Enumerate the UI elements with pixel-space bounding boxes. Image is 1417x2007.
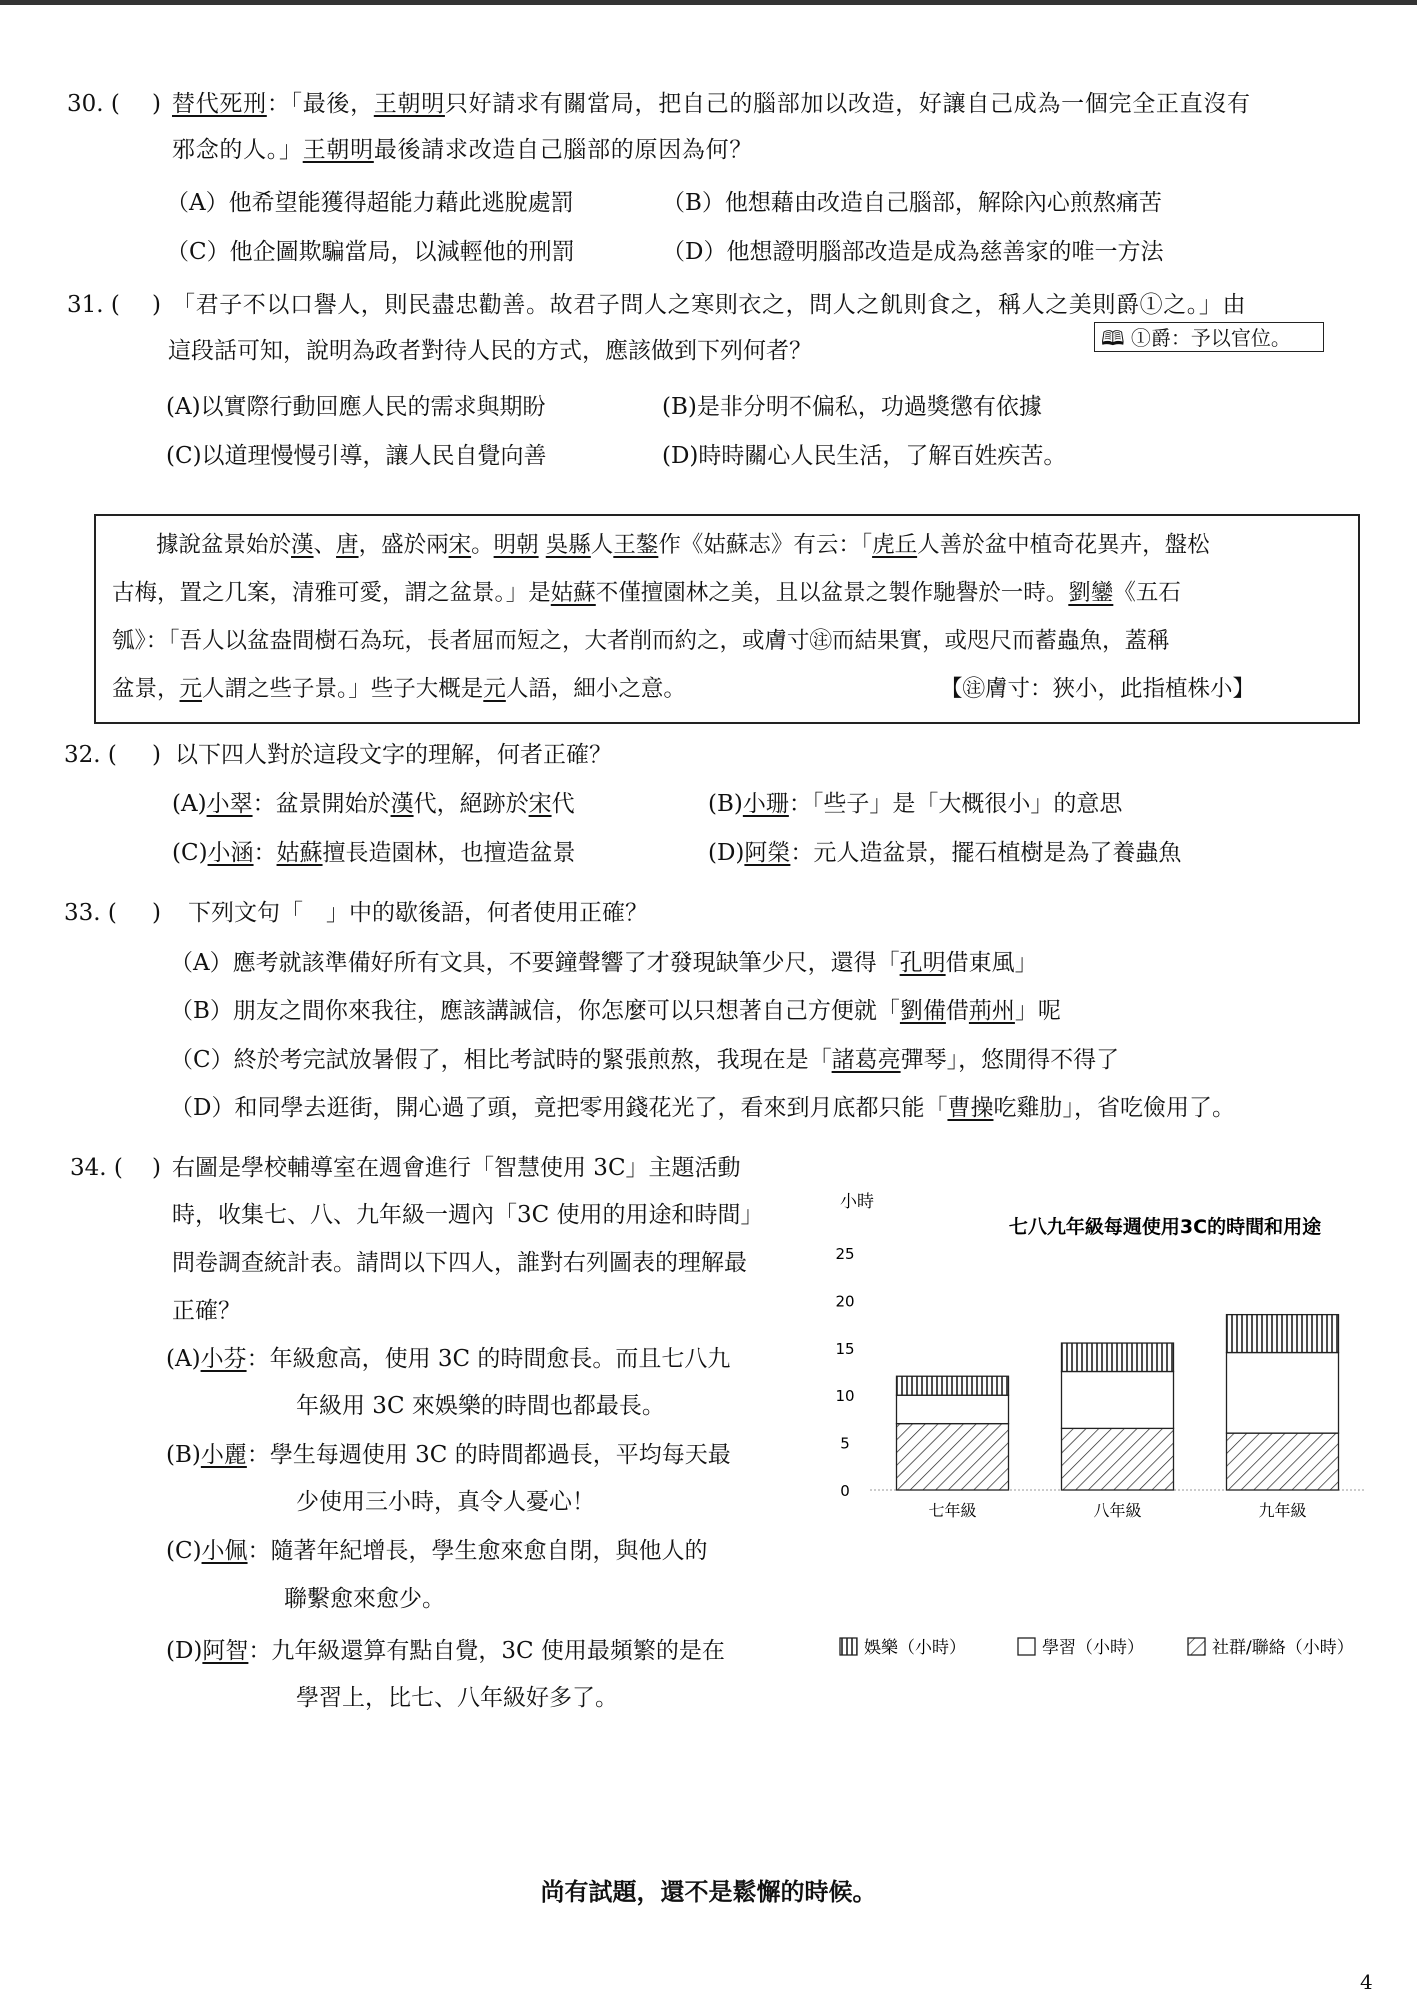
text-run: 。 xyxy=(471,532,494,558)
q31-option-b[interactable]: (B)是非分明不偏私，功過獎懲有依據 xyxy=(662,394,1042,420)
bar-segment xyxy=(1227,1433,1339,1490)
q33-stem: 下列文句「 」中的歇後語，何者使用正確？ xyxy=(188,900,648,926)
legend-label: 學習（小時） xyxy=(1042,1638,1144,1658)
q31-footnote: 🕮 ①爵：予以官位。 xyxy=(1094,322,1324,352)
bar-segment xyxy=(897,1376,1009,1395)
q32-option-b[interactable] xyxy=(708,789,1122,819)
underlined-name: 元 xyxy=(483,676,506,702)
text-run: 人謂之些子景。」些子大概是 xyxy=(202,676,484,702)
text-run: 盆景， xyxy=(112,676,180,702)
text-run: 吃雞肋」，省吃儉用了。 xyxy=(993,1095,1235,1121)
passage-line3: 瓠》：「吾人以盆盎間樹石為玩，長者屈而短之，大者削而約之，或膚寸㊟而結果實，或咫尺而蓄蟲魚，蓋稱 xyxy=(112,628,1170,654)
q34-option-a-line2: 年級用 3C 來娛樂的時間也都最長。 xyxy=(296,1393,665,1419)
q32-option-a[interactable] xyxy=(172,789,575,819)
passage-line4 xyxy=(112,674,686,704)
q34-option-c-line1[interactable] xyxy=(166,1536,708,1566)
y-tick-label: 0 xyxy=(840,1482,850,1500)
usage-chart-svg xyxy=(820,1185,1380,1725)
underlined-name: 阿榮 xyxy=(744,840,791,866)
underlined-name: 虎丘 xyxy=(872,532,918,558)
text-run xyxy=(539,532,546,558)
underlined-name: 王朝明 xyxy=(302,137,374,163)
q33-option-d[interactable] xyxy=(170,1093,1235,1123)
text-run: ：九年級還算有點自覺，3C 使用最頻繁的是在 xyxy=(248,1638,725,1664)
underlined-name: 荊州 xyxy=(968,998,1015,1024)
q32-option-d[interactable] xyxy=(708,838,1181,868)
passage-line1 xyxy=(156,530,1210,560)
text-run: 」呢 xyxy=(1014,998,1061,1024)
text-run: （A）應考就該準備好所有文具，不要鐘聲響了才發現缺筆少尺，還得「 xyxy=(170,950,900,976)
bar-segment xyxy=(897,1424,1009,1490)
text-run: (C) xyxy=(172,840,208,866)
page-number: 4 xyxy=(1360,1970,1373,1994)
underlined-name: 小翠 xyxy=(206,791,253,817)
legend-swatch xyxy=(1188,1638,1205,1655)
y-tick-label: 25 xyxy=(835,1245,855,1263)
text-run: 不僅擅園林之美，且以盆景之製作馳譽於一時。 xyxy=(595,580,1069,606)
text-run: 彈琴」，悠閒得不得了 xyxy=(900,1047,1120,1073)
q31-stem-line2: 這段話可知，說明為政者對待人民的方式，應該做到下列何者？ xyxy=(168,338,812,364)
q30-option-a[interactable]: （A）他希望能獲得超能力藉此逃脫處罰 xyxy=(166,190,574,216)
q30-stem-line1 xyxy=(172,89,1251,119)
q34-option-b-line1[interactable] xyxy=(166,1440,731,1470)
text-run: ：學生每週使用 3C 的時間都過長，平均每天最 xyxy=(246,1442,731,1468)
underlined-name: 阿智 xyxy=(202,1638,249,1664)
text-run: 最後請求改造自己腦部的原因為何？ xyxy=(373,137,754,163)
text-run: ：「最後， xyxy=(266,91,374,117)
q30-stem-line2 xyxy=(172,135,753,165)
underlined-name: 小芬 xyxy=(200,1346,247,1372)
underlined-name: 王朝明 xyxy=(373,91,445,117)
underlined-name: 宋 xyxy=(528,791,552,817)
q34-paren-close: ) xyxy=(152,1155,161,1181)
q30-option-b[interactable]: （B）他想藉由改造自己腦部，解除內心煎熬痛苦 xyxy=(662,190,1162,216)
text-run: 擅長造園林，也擅造盆景 xyxy=(322,840,576,866)
text-run: ：隨著年紀增長，學生愈來愈自閉，與他人的 xyxy=(247,1538,708,1564)
underlined-name: 姑蘇 xyxy=(550,580,596,606)
top-border xyxy=(0,0,1417,5)
underlined-name: 吳縣 xyxy=(545,532,591,558)
underlined-name: 曹操 xyxy=(947,1095,994,1121)
text-run: (D) xyxy=(166,1638,203,1664)
text-run: (C) xyxy=(166,1538,202,1564)
text-run: 代 xyxy=(551,791,575,817)
legend-label: 娛樂（小時） xyxy=(864,1638,966,1658)
text-run: （C）終於考完試放暑假了，相比考試時的緊張煎熬，我現在是「 xyxy=(170,1047,832,1073)
q32-paren-close: ) xyxy=(152,742,161,768)
underlined-name: 替代死刑 xyxy=(172,91,267,117)
bar-segment xyxy=(897,1395,1009,1423)
q33-paren-close: ) xyxy=(152,900,161,926)
x-tick-label: 七年級 xyxy=(928,1501,977,1520)
underlined-name: 元 xyxy=(179,676,203,702)
text-run: 作《姑蘇志》有云：「 xyxy=(658,532,873,558)
text-run: 代，絕跡於 xyxy=(413,791,529,817)
underlined-name: 孔明 xyxy=(899,950,946,976)
passage-line2 xyxy=(112,578,1181,608)
q32-number: 32. ( xyxy=(64,742,117,768)
chart-y-axis-label: 小時 xyxy=(840,1192,874,1212)
q31-paren-close: ) xyxy=(152,292,161,318)
legend-swatch xyxy=(840,1638,857,1655)
reading-passage-box xyxy=(94,514,1360,724)
text-run: 《五石 xyxy=(1113,580,1181,606)
text-run: ：元人造盆景，擺石植樹是為了養蟲魚 xyxy=(790,840,1182,866)
q33-number: 33. ( xyxy=(64,900,117,926)
text-run: ：年級愈高，使用 3C 的時間愈長。而且七八九 xyxy=(246,1346,731,1372)
text-run: (A) xyxy=(166,1346,201,1372)
q32-stem: 以下四人對於這段文字的理解，何者正確？ xyxy=(175,742,612,768)
page-footer-message: 尚有試題，還不是鬆懈的時候。 xyxy=(540,1877,877,1906)
bar-segment xyxy=(1227,1353,1339,1434)
underlined-name: 王鏊 xyxy=(613,532,659,558)
text-run: (D) xyxy=(708,840,745,866)
text-run: 、 xyxy=(313,532,337,558)
underlined-name: 小麗 xyxy=(200,1442,247,1468)
underlined-name: 小涵 xyxy=(207,840,254,866)
q33-option-a[interactable] xyxy=(170,948,1038,978)
text-run: （B）朋友之間你來我往，應該講誠信，你怎麼可以只想著自己方便就「 xyxy=(170,998,900,1024)
q30-option-c[interactable]: （C）他企圖欺騙當局，以減輕他的刑罰 xyxy=(166,239,575,265)
underlined-name: 漢 xyxy=(390,791,414,817)
legend-label: 社群/聯絡（小時） xyxy=(1212,1638,1354,1658)
q32-option-c[interactable] xyxy=(172,838,576,868)
text-run: 人 xyxy=(590,532,614,558)
passage-footnote: 【㊟膚寸：狹小，此指植株小】 xyxy=(940,676,1256,702)
x-tick-label: 八年級 xyxy=(1093,1501,1142,1520)
q30-option-d[interactable]: （D）他想證明腦部改造是成為慈善家的唯一方法 xyxy=(662,239,1164,265)
underlined-name: 劉備 xyxy=(899,998,946,1024)
text-run: 據說盆景始於 xyxy=(156,532,292,558)
underlined-name: 劉鑾 xyxy=(1068,580,1114,606)
underlined-name: 唐 xyxy=(336,532,359,558)
q34-option-b-line2: 少使用三小時，真令人憂心！ xyxy=(296,1489,595,1515)
q31-option-c[interactable]: (C)以道理慢慢引導，讓人民自覺向善 xyxy=(166,443,547,469)
underlined-name: 姑蘇 xyxy=(276,840,323,866)
y-tick-label: 5 xyxy=(840,1434,850,1453)
q30-paren-close: ) xyxy=(152,91,161,117)
x-tick-label: 九年級 xyxy=(1258,1501,1307,1520)
underlined-name: 宋 xyxy=(448,532,472,558)
q30-number: 30. ( xyxy=(67,91,120,117)
q34-number: 34. ( xyxy=(70,1155,123,1181)
underlined-name: 諸葛亮 xyxy=(831,1047,901,1073)
q34-stem-line2: 時，收集七、八、九年級一週內「3C 使用的用途和時間」 xyxy=(172,1202,764,1228)
bar-segment xyxy=(1062,1372,1174,1429)
text-run: (B) xyxy=(166,1442,201,1468)
text-run: 借東風」 xyxy=(945,950,1038,976)
y-tick-label: 20 xyxy=(835,1292,855,1311)
text-run: ： xyxy=(253,840,277,866)
text-run: 古梅，置之几案，清雅可愛，謂之盆景。」是 xyxy=(112,580,551,606)
y-tick-label: 15 xyxy=(835,1339,855,1358)
q34-option-a-line1[interactable] xyxy=(166,1344,730,1374)
text-run: ，盛於兩 xyxy=(358,532,449,558)
underlined-name: 明朝 xyxy=(493,532,539,558)
bar-segment xyxy=(1062,1343,1174,1371)
bar-segment xyxy=(1062,1428,1174,1490)
q31-number: 31. ( xyxy=(67,292,120,318)
q31-stem-line1: 「君子不以口譽人，則民盡忠勸善。故君子問人之寒則衣之，問人之飢則食之，稱人之美則爵①之。」由 xyxy=(172,292,1247,318)
q34-option-d-line2: 學習上，比七、八年級好多了。 xyxy=(296,1685,618,1711)
legend-swatch xyxy=(1018,1638,1035,1655)
text-run: ：盆景開始於 xyxy=(252,791,391,817)
underlined-name: 小珊 xyxy=(742,791,789,817)
q34-stem-line3: 問卷調查統計表。請問以下四人，誰對右列圖表的理解最 xyxy=(172,1250,747,1276)
text-run: 人善於盆中植奇花異卉，盤松 xyxy=(917,532,1210,558)
underlined-name: 小佩 xyxy=(201,1538,248,1564)
underlined-name: 漢 xyxy=(291,532,314,558)
text-run: 邪念的人。」 xyxy=(172,137,303,163)
text-run: (A) xyxy=(172,791,207,817)
text-run: 只好請求有關當局，把自己的腦部加以改造，好讓自己成為一個完全正直沒有 xyxy=(444,91,1251,117)
text-run: 借 xyxy=(945,998,969,1024)
text-run: 人語，細小之意。 xyxy=(505,676,686,702)
q31-option-a[interactable]: (A)以實際行動回應人民的需求與期盼 xyxy=(166,394,546,420)
q33-option-b[interactable] xyxy=(170,996,1061,1026)
q33-option-c[interactable] xyxy=(170,1045,1119,1075)
usage-chart xyxy=(820,1185,1380,1725)
q34-option-d-line1[interactable] xyxy=(166,1636,725,1666)
text-run: ：「些子」是「大概很小」的意思 xyxy=(788,791,1123,817)
bar-segment xyxy=(1227,1315,1339,1353)
chart-title: 七八九年級每週使用3C的時間和用途 xyxy=(1008,1216,1322,1238)
q34-option-c-line2: 聯繫愈來愈少。 xyxy=(284,1586,445,1612)
y-tick-label: 10 xyxy=(835,1387,855,1406)
text-run: （D）和同學去逛街，開心過了頭，竟把零用錢花光了，看來到月底都只能「 xyxy=(170,1095,948,1121)
q34-stem-line4: 正確？ xyxy=(172,1298,241,1324)
q31-option-d[interactable]: (D)時時關心人民生活，了解百姓疾苦。 xyxy=(662,443,1067,469)
text-run: (B) xyxy=(708,791,743,817)
q34-stem-line1: 右圖是學校輔導室在週會進行「智慧使用 3C」主題活動 xyxy=(172,1155,741,1181)
